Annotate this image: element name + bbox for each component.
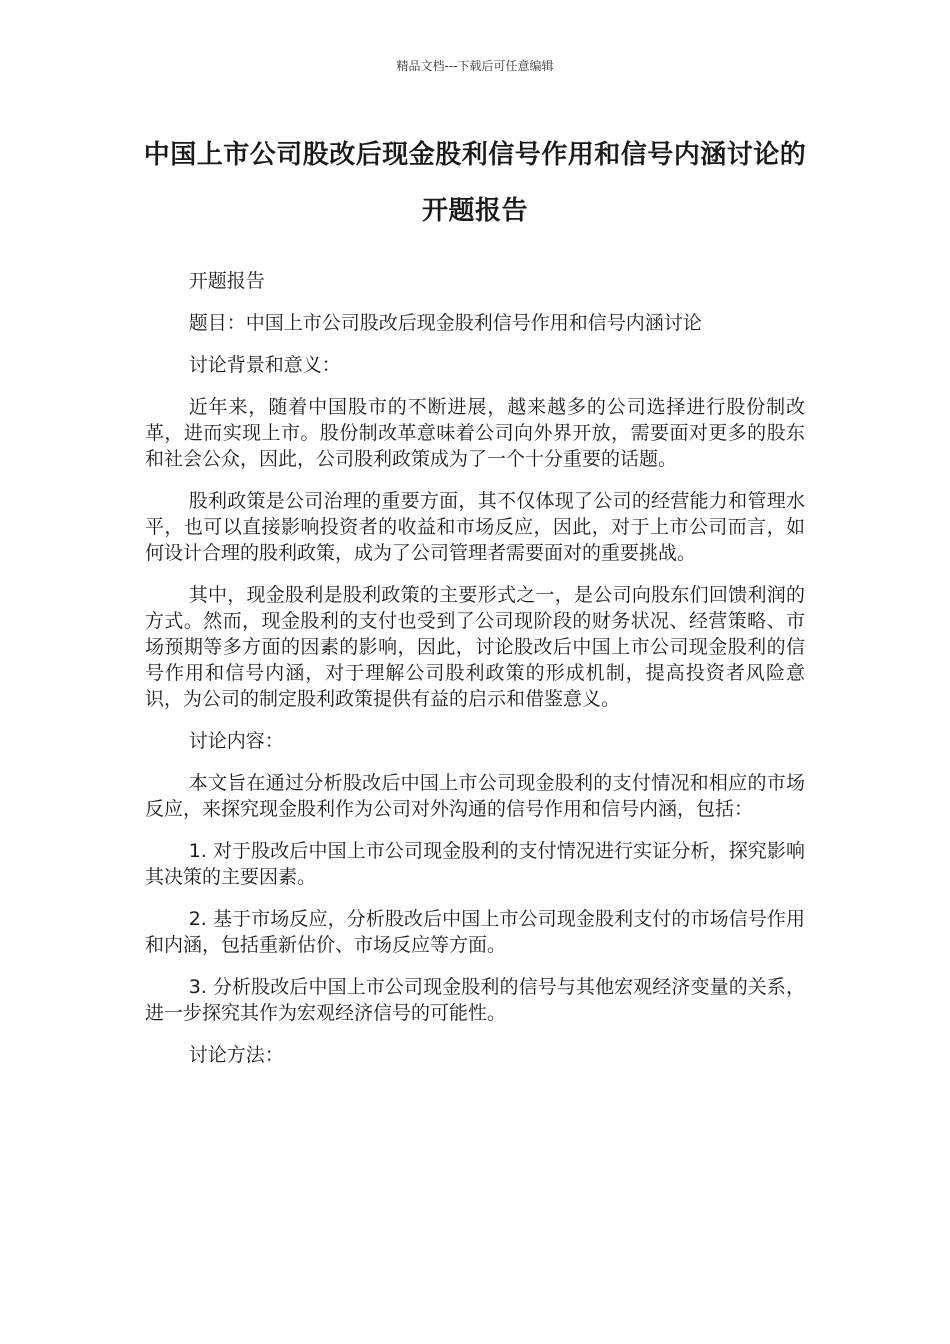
document-body	[145, 268, 805, 1084]
paragraph-topic: 题目：中国上市公司股改后现金股利信号作用和信号内涵讨论	[188, 312, 702, 334]
list-item-2: 2. 基于市场反应，分析股改后中国上市公司现金股利支付的市场信号作用和内涵，包括重新估价、市场反应等方面。	[145, 908, 805, 956]
paragraph-content-intro: 本文旨在通过分析股改后中国上市公司现金股利的支付情况和相应的市场反应，来探究现金股利作为公司对外沟通的信号作用和信号内涵，包括：	[145, 772, 805, 820]
heading-background: 讨论背景和意义：	[188, 354, 341, 376]
list-item-3: 3. 分析股改后中国上市公司现金股利的信号与其他宏观经济变量的关系，进一步探究其作为宏观经济信号的可能性。	[145, 976, 805, 1024]
heading-content: 讨论内容：	[188, 730, 284, 752]
list-item-1: 1. 对于股改后中国上市公司现金股利的支付情况进行实证分析，探究影响其决策的主要因素。	[145, 840, 805, 888]
document-title: 中国上市公司股改后现金股利信号作用和信号内涵讨论的开题报告	[143, 140, 807, 226]
page-header-note: 精品文档---下载后可任意编辑	[396, 59, 554, 73]
paragraph-background-2: 股利政策是公司治理的重要方面，其不仅体现了公司的经营能力和管理水平，也可以直接影响投资者的收益和市场反应，因此，对于上市公司而言，如何设计合理的股利政策，成为了公司管理者需要面对的重要挑战。	[145, 490, 805, 564]
paragraph-background-1: 近年来，随着中国股市的不断进展，越来越多的公司选择进行股份制改革，进而实现上市。股份制改革意味着公司向外界开放，需要面对更多的股东和社会公众，因此，公司股利政策成为了一个十分重要的话题。	[145, 396, 805, 470]
paragraph-report-label: 开题报告	[188, 270, 265, 292]
heading-method: 讨论方法：	[188, 1044, 284, 1066]
paragraph-background-3: 其中，现金股利是股利政策的主要形式之一，是公司向股东们回馈利润的方式。然而，现金股利的支付也受到了公司现阶段的财务状况、经营策略、市场预期等多方面的因素的影响，因此，讨论股改后中国上市公司现金股利的信号作用和信号内涵，对于理解公司股利政策的形成机制，提高投资者风险意识，为公司的制定股利政策提供有益的启示和借鉴意义。	[145, 584, 805, 710]
